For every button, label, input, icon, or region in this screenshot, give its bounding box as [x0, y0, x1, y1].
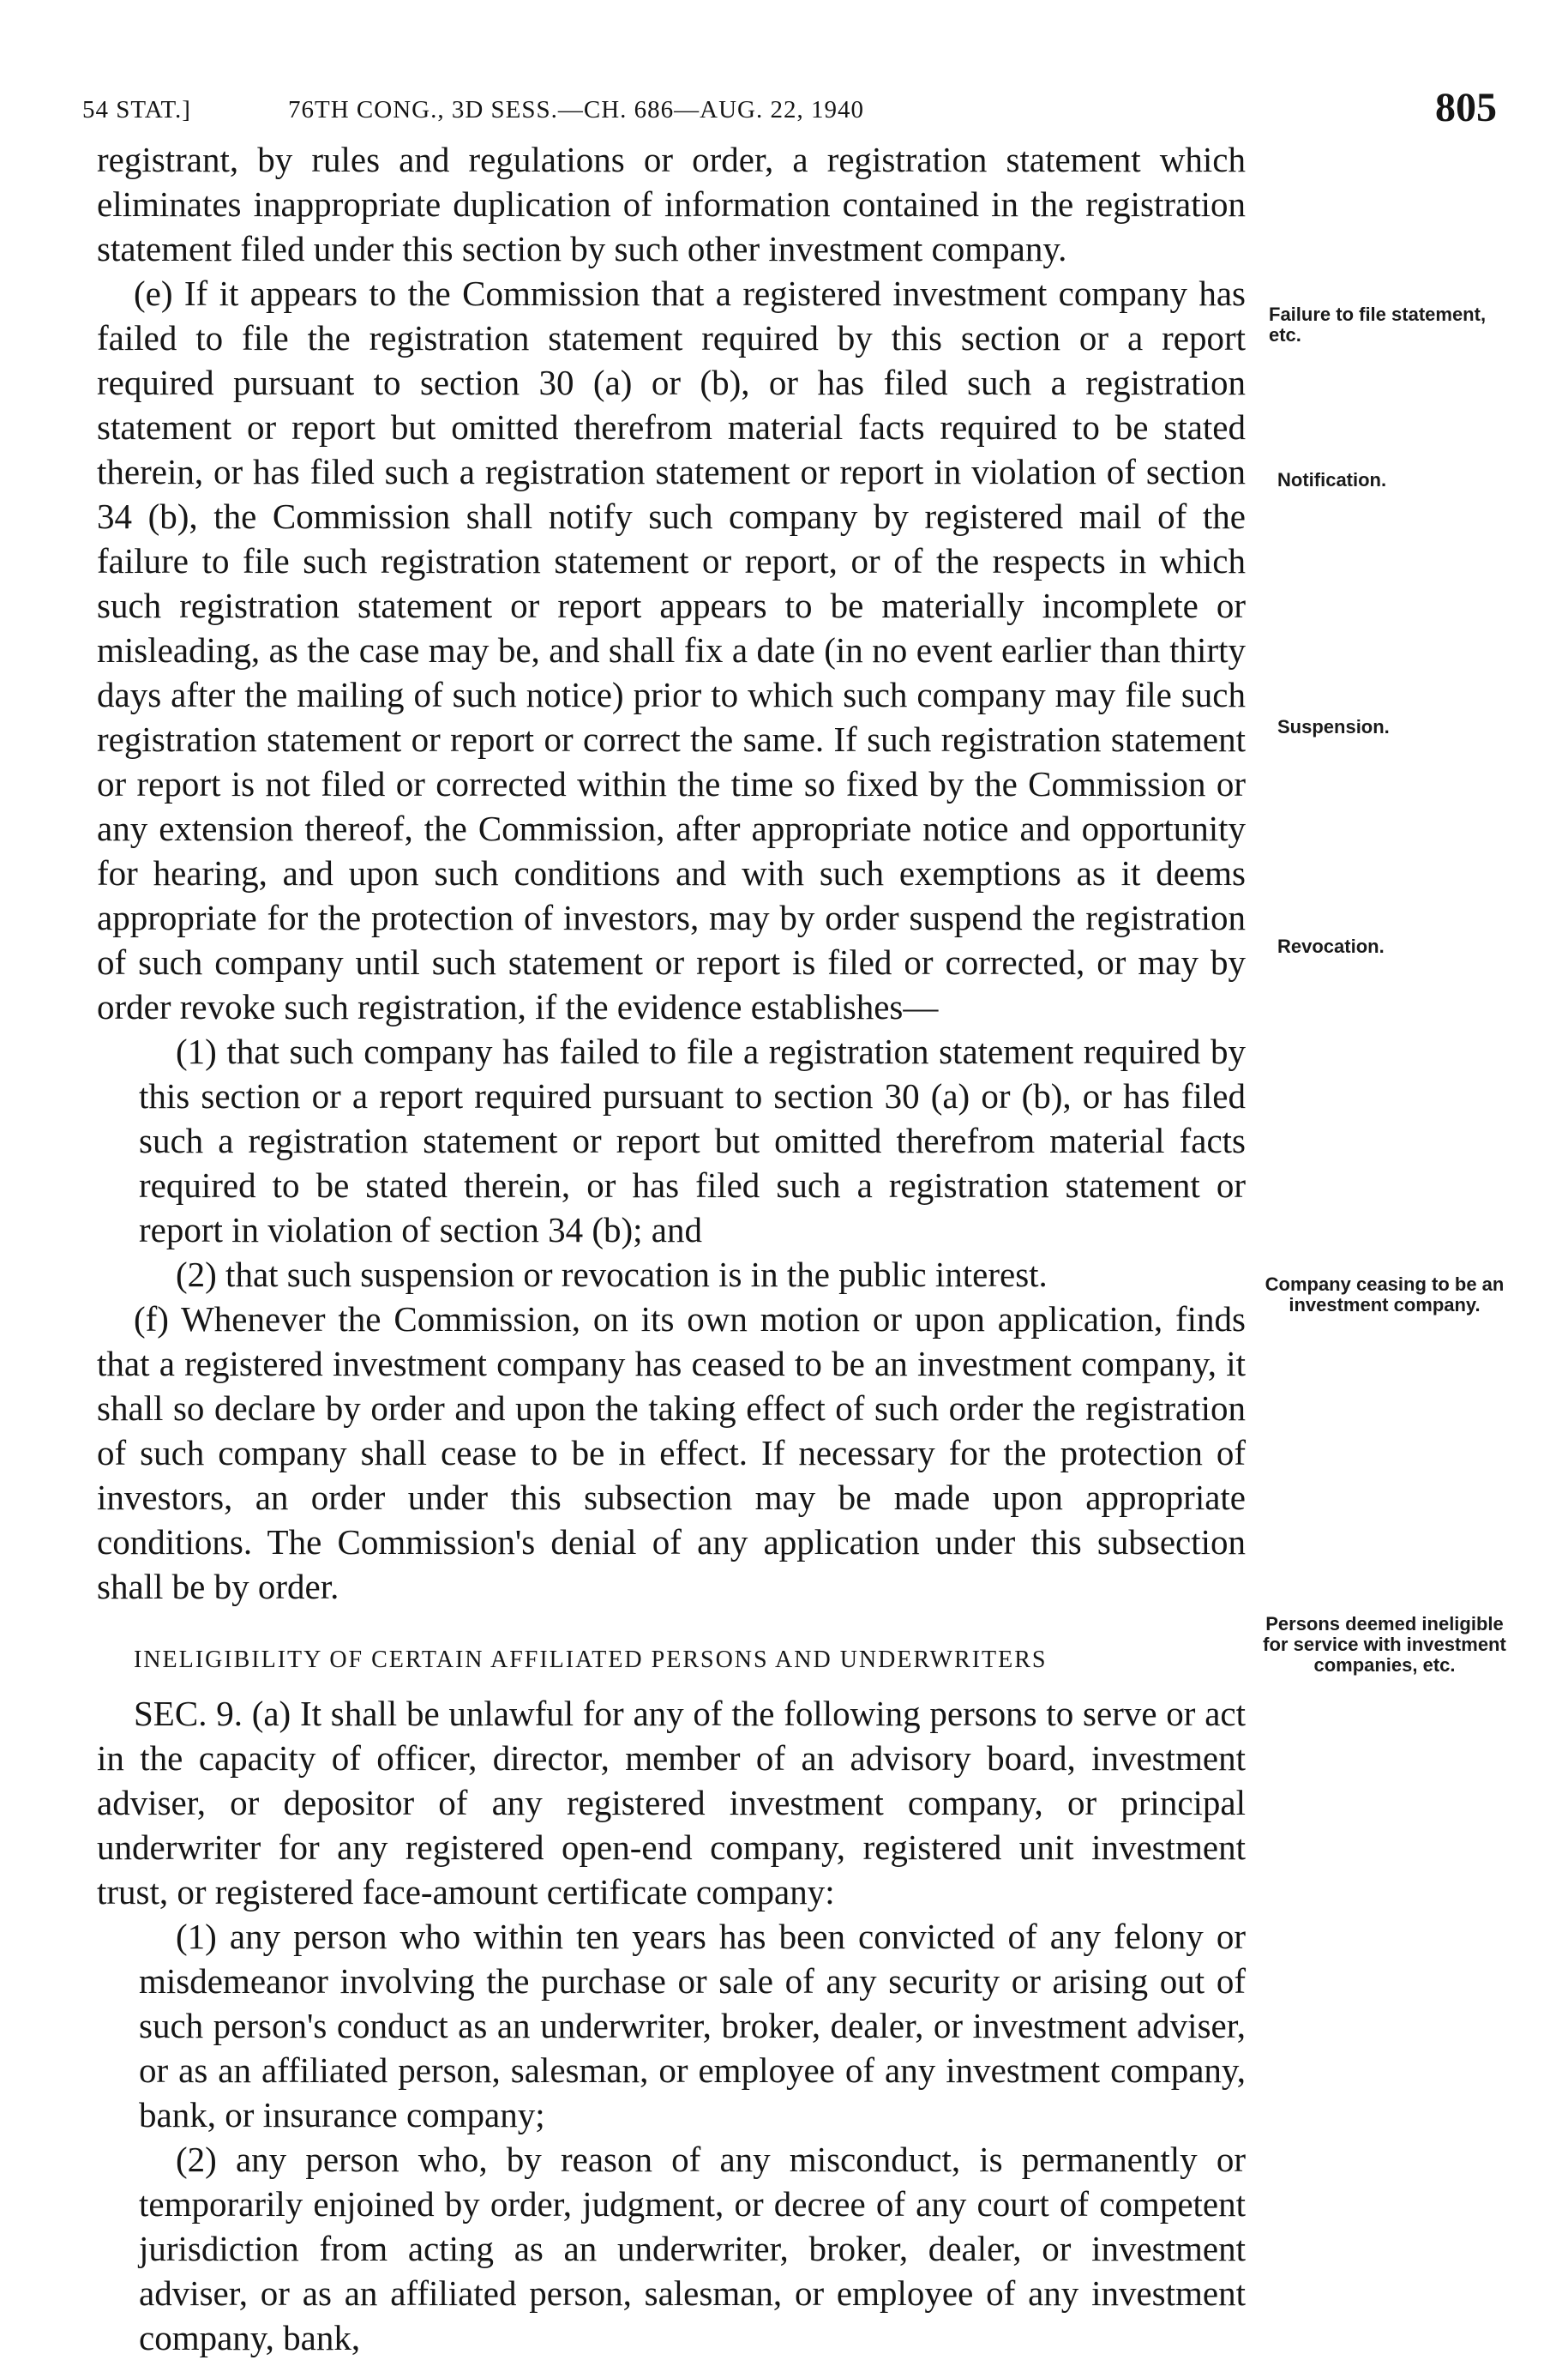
margin-note-company-ceasing: Company ceasing to be an investment company. [1265, 1273, 1505, 1315]
margin-note-notification: Notification. [1277, 469, 1387, 491]
section-heading: INELIGIBILITY OF CERTAIN AFFILIATED PERSONS AND UNDERWRITERS [134, 1647, 1048, 1673]
session-citation: 76TH CONG., 3D SESS.—CH. 686—AUG. 22, 1940 [288, 96, 864, 123]
clause-e-2: (2) that such suspension or revocation is in the public interest. [176, 1255, 1048, 1294]
margin-note-persons-ineligible: Persons deemed ineligible for service with investment companies, etc. [1263, 1613, 1506, 1676]
page-header [82, 84, 1497, 144]
paragraph-continuation: registrant, by rules and regulations or order, a registration statement which eliminates inappropriate duplication of information contained in the registration statement filed under this section by such other investment company. [97, 140, 1246, 268]
subsection-f: (f) Whenever the Commission, on its own motion or upon application, finds that a registered investment company has ceased to be an investment company, it shall so declare by order and upon the taking effect of such order the registration of such company shall cease to be in effect. If necessary for the protection of investors, an order under this subsection may be made upon appropriate conditions. The Commission's denial of any application under this subsection shall be by order. [97, 1299, 1246, 1606]
page-body [97, 137, 1246, 2360]
margin-note-failure: Failure to file statement, etc. [1269, 304, 1487, 346]
subsection-e: (e) If it appears to the Commission that a registered investment company has failed to file the registration statement required by this section or a report required pursuant to section 30 (a) or (b), or has filed such a registration statement or report but omitted therefrom material facts required to be stated therein, or has filed such a registration statement or report in violation of section 34 (b), the Commission shall notify such company by registered mail of the failure to file such registration statement or report, or of the respects in which such registration statement or report appears to be materially incomplete or misleading, as the case may be, and shall fix a date (in no event earlier than thirty days after the mailing of such notice) prior to which such company may file such registration statement or report or correct the same. If such registration statement or report is not filed or corrected within the time so fixed by the Commission or any extension thereof, the Commission, after appropriate notice and opportunity for hearing, and upon such conditions and with such exemptions as it deems appropriate for the protection of investors, may by order suspend the registration of such company until such statement or report is filed or corrected, or may by order revoke such registration, if the evidence establishes— [97, 274, 1246, 1026]
clause-e-1: (1) that such company has failed to file a registration statement required by this section or a report required pursuant to section 30 (a) or (b), or has filed such a registration statement or report but omitted therefrom material facts required to be stated therein, or has filed such a registration statement or report in violation of section 34 (b); and [139, 1032, 1246, 1249]
margin-note-suspension: Suspension. [1277, 716, 1390, 738]
statute-volume: 54 STAT.] [82, 96, 191, 123]
page-number: 805 [1435, 85, 1497, 130]
clause-9a-1: (1) any person who within ten years has been convicted of any felony or misdemeanor involving the purchase or sale of any security or arising out of such person's conduct as an underwriter, broker, dealer, or investment adviser, or as an affiliated person, salesman, or employee of any investment company, bank, or insurance company; [139, 1917, 1246, 2134]
margin-note-revocation: Revocation. [1277, 936, 1385, 957]
clause-9a-2: (2) any person who, by reason of any misconduct, is permanently or temporarily enjoined by order, judgment, or decree of any court of competent jurisdiction from acting as an underwriter, broker, dealer, or investment adviser, or as an affiliated person, salesman, or employee of any investment company, bank, [139, 2140, 1246, 2357]
section-9-a: SEC. 9. (a) It shall be unlawful for any of the following persons to serve or act in the capacity of officer, director, member of an advisory board, investment adviser, or depositor of any registered investment company, or principal underwriter for any registered open-end company, registered unit investment trust, or registered face-amount certificate company: [97, 1694, 1246, 1911]
